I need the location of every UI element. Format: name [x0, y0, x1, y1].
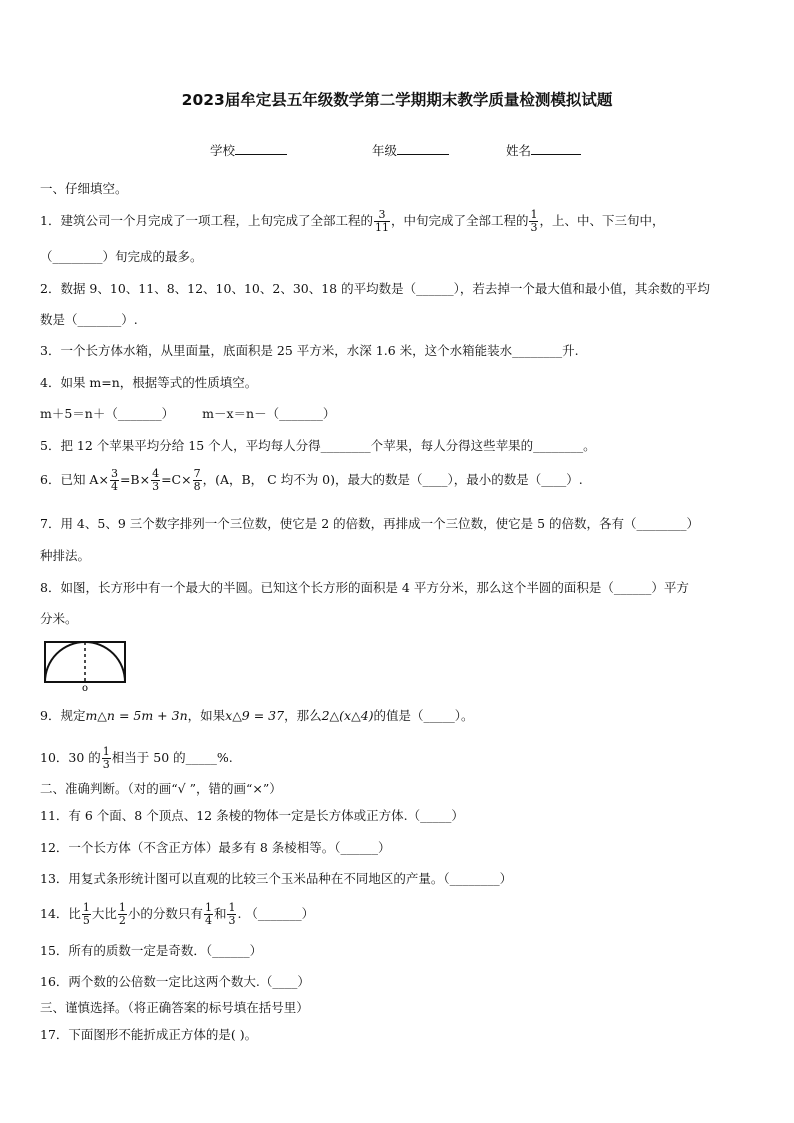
fraction-1-4: $\frac{1}{4}$ — [204, 901, 212, 927]
question-8-line-2: 分米。 — [40, 611, 78, 626]
fraction-1-2: $\frac{1}{2}$ — [118, 901, 126, 927]
question-6: 6．已知 A× $\frac{3}{4}$ =B× $\frac{4}{3}$ =C× $\frac{7}{8}$ ，(A，B， C 均不为 0)，最大的数是（____），最小的数是（____）. — [40, 467, 583, 493]
fraction-1-3: $\frac{1}{3}$ — [228, 901, 236, 927]
question-12: 12．一个长方体（不含正方体）最多有 8 条棱相等。（______） — [40, 840, 391, 855]
fraction-4-3: $\frac{4}{3}$ — [152, 467, 160, 493]
question-8: 8．如图，长方形中有一个最大的半圆。已知这个长方形的面积是 4 平方分米，那么这个半圆的面积是（______）平方 — [40, 580, 689, 595]
question-13: 13．用复式条形统计图可以直观的比较三个玉米品种在不同地区的产量。（________） — [40, 871, 513, 886]
question-14: 14．比 $\frac{1}{5}$ 大比 $\frac{1}{2}$ 小的分数只有 $\frac{1}{4}$ 和 $\frac{1}{3}$ . （_______） — [40, 901, 315, 927]
fraction-3-4: $\frac{3}{4}$ — [110, 467, 118, 493]
fraction-1-3: $\frac{1}{3}$ — [102, 745, 110, 771]
question-7-line-2: 种排法。 — [40, 548, 91, 563]
question-7: 7．用 4、5、9 三个数字排列一个三位数，使它是 2 的倍数，再排成一个三位数，使它是 5 的倍数，各有（________） — [40, 516, 700, 531]
question-1: 1．建筑公司一个月完成了一项工程，上旬完成了全部工程的 $\frac{3}{11}$ ，中旬完成了全部工程的 $\frac{1}{3}$ ，上、中、下三旬中， — [40, 208, 665, 234]
question-9: 9．规定m△n = 5m + 3n，如果x△9 = 37，那么2△(x△4)的值是（_____）。 — [40, 708, 474, 723]
fraction-1-3: $\frac{1}{3}$ — [530, 208, 538, 234]
grade-blank[interactable] — [397, 142, 449, 155]
question-3: 3．一个长方体水箱，从里面量，底面积是 25 平方米，水深 1.6 米，这个水箱能装水________升. — [40, 343, 579, 358]
school-blank[interactable] — [235, 142, 287, 155]
question-4: 4．如果 m=n，根据等式的性质填空。 — [40, 375, 258, 390]
school-label: 学校 — [210, 143, 236, 158]
question-17: 17．下面图形不能折成正方体的是( )。 — [40, 1027, 258, 1042]
question-2-line-2: 数是（_______）. — [40, 312, 138, 327]
section-1-heading: 一、仔细填空。 — [40, 181, 128, 196]
question-16: 16．两个数的公倍数一定比这两个数大.（____） — [40, 974, 310, 989]
grade-field[interactable] — [372, 141, 449, 159]
question-5: 5．把 12 个苹果平均分给 15 个人，平均每人分得________个苹果，每人分得这些苹果的________。 — [40, 438, 596, 453]
name-field[interactable] — [506, 141, 581, 159]
school-field[interactable] — [210, 141, 287, 159]
question-10: 10．30 的 $\frac{1}{3}$ 相当于 50 的_____%. — [40, 745, 233, 771]
section-2-heading: 二、准确判断。（对的画“√ ”，错的画“×”） — [40, 781, 282, 796]
rectangle-semicircle-figure — [40, 637, 130, 693]
question-15: 15．所有的质数一定是奇数．（______） — [40, 943, 263, 958]
fraction-3-11: $\frac{3}{11}$ — [374, 208, 389, 234]
expression-formula: 2△(x△4) — [321, 708, 374, 723]
section-3-heading: 三、谨慎选择。（将正确答案的标号填在括号里） — [40, 1000, 309, 1015]
question-11: 11．有 6 个面、8 个顶点、12 条棱的物体一定是长方体或正方体.（_____） — [40, 808, 464, 823]
name-label: 姓名 — [506, 143, 532, 158]
grade-label: 年级 — [372, 143, 398, 158]
center-label: o — [81, 683, 89, 693]
question-4-line-2: m＋5＝n＋（_______） m－x＝n－（_______） — [40, 406, 336, 421]
question-1-line-2: （________）旬完成的最多。 — [40, 249, 203, 264]
rule-formula: m△n = 5m + 3n — [85, 708, 188, 723]
question-2: 2．数据 9、10、11、8、12、10、10、2、30、18 的平均数是（______），若去掉一个最大值和最小值，其余数的平均 — [40, 281, 710, 296]
fraction-7-8: $\frac{7}{8}$ — [193, 467, 201, 493]
condition-formula: x△9 = 37 — [225, 708, 285, 723]
page-title: 2023届牟定县五年级数学第二学期期末教学质量检测模拟试题 — [181, 91, 613, 109]
fraction-1-5: $\frac{1}{5}$ — [82, 901, 90, 927]
name-blank[interactable] — [531, 142, 581, 155]
